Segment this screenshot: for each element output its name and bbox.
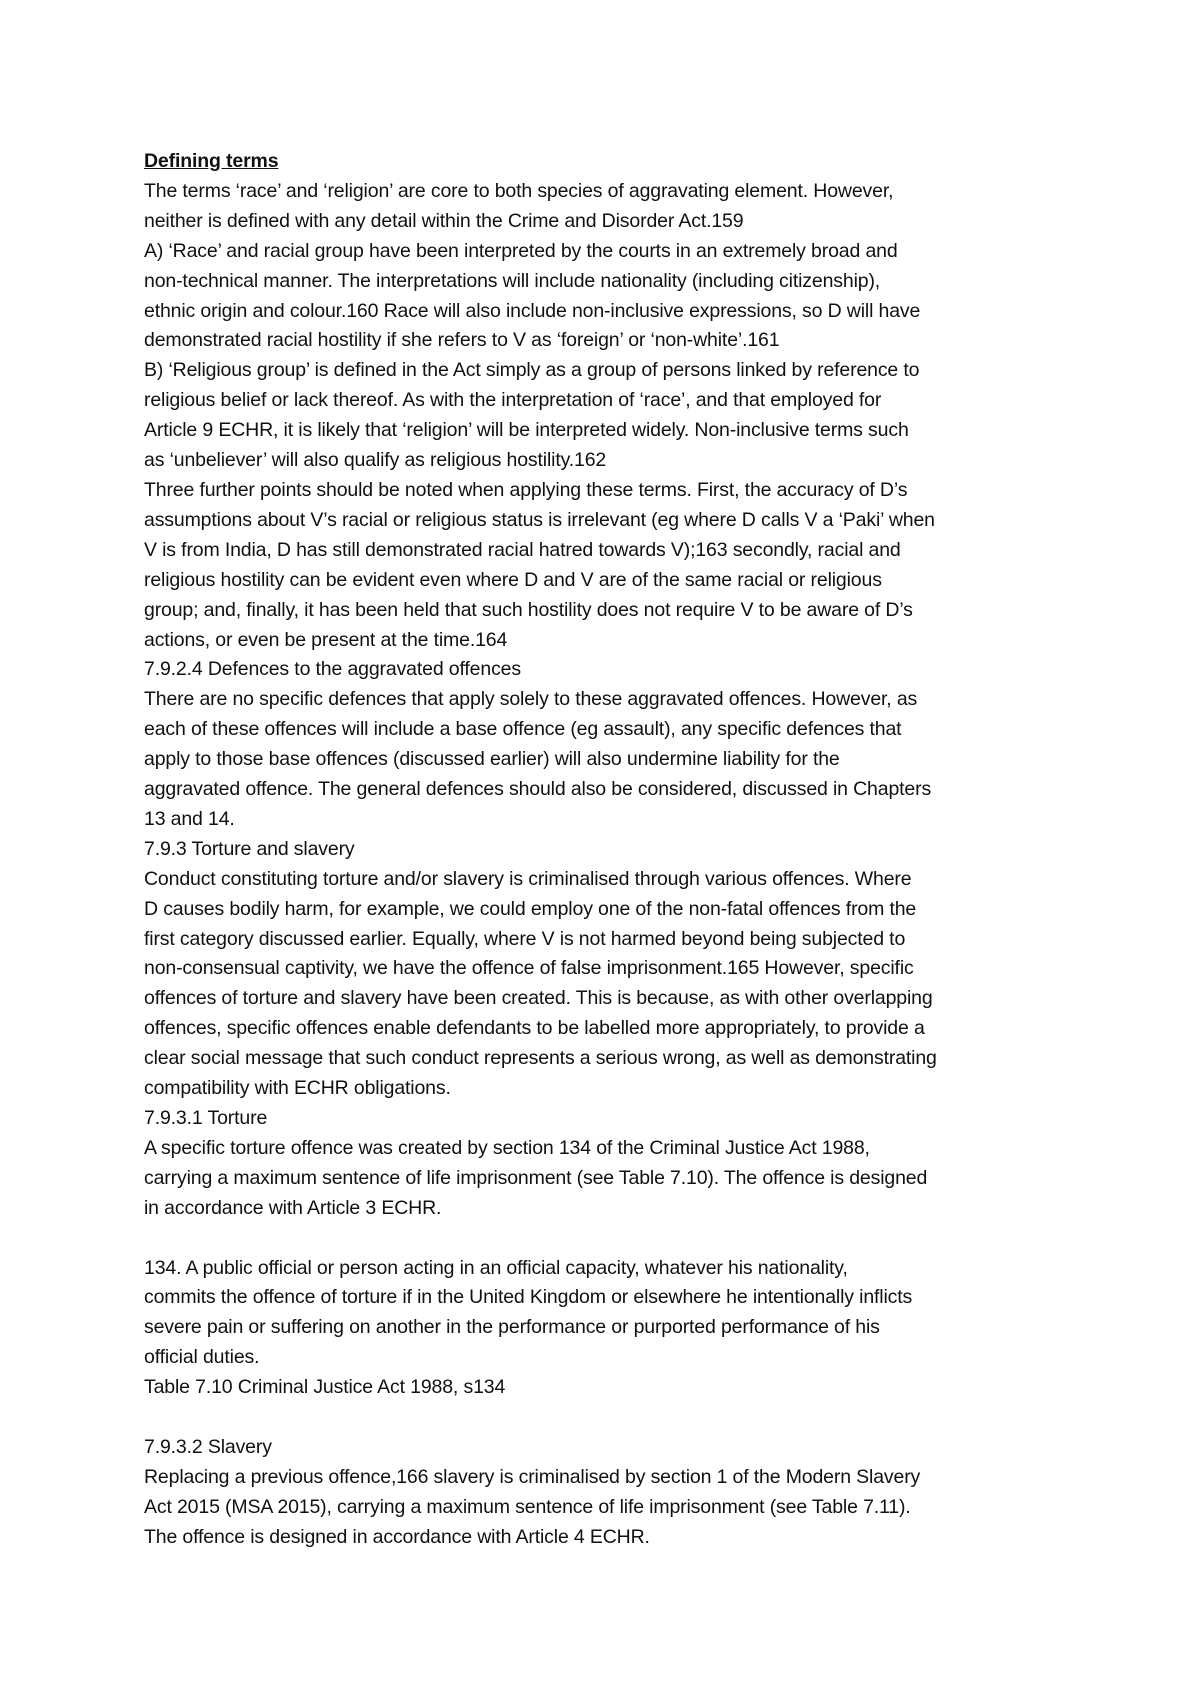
text-line: Article 9 ECHR, it is likely that ‘religion’ will be interpreted widely. Non-inclusive terms such bbox=[144, 419, 909, 442]
text-line: compatibility with ECHR obligations. bbox=[144, 1077, 451, 1100]
text-line: 7.9.3.1 Torture bbox=[144, 1107, 268, 1129]
text-line: religious belief or lack thereof. As with the interpretation of ‘race’, and that employed for bbox=[144, 389, 882, 412]
text-line: The offence is designed in accordance with Article 4 ECHR. bbox=[144, 1525, 650, 1548]
text-line: each of these offences will include a base offence (eg assault), any specific defences that bbox=[144, 718, 902, 741]
text-line: clear social message that such conduct represents a serious wrong, as well as demonstrating bbox=[144, 1047, 937, 1070]
text-line: commits the offence of torture if in the United Kingdom or elsewhere he intentionally inflicts bbox=[144, 1286, 913, 1309]
text-line: severe pain or suffering on another in the performance or purported performance of his bbox=[144, 1316, 880, 1339]
text-line: 7.9.2.4 Defences to the aggravated offences bbox=[144, 658, 521, 681]
text-line: demonstrated racial hostility if she refers to V as ‘foreign’ or ‘non-white’.161 bbox=[144, 329, 780, 352]
text-lines bbox=[144, 177, 1079, 1553]
text-line: assumptions about V’s racial or religious status is irrelevant (eg where D calls V a ‘Paki’ when bbox=[144, 508, 935, 531]
text-line: as ‘unbeliever’ will also qualify as religious hostility.162 bbox=[144, 449, 607, 472]
text-line: non-technical manner. The interpretations will include nationality (including citizenship), bbox=[144, 269, 881, 292]
text-line: aggravated offence. The general defences should also be considered, discussed in Chapters bbox=[144, 778, 932, 801]
text-line: ethnic origin and colour.160 Race will also include non-inclusive expressions, so D will have bbox=[144, 299, 921, 322]
text-line: D causes bodily harm, for example, we could employ one of the non-fatal offences from the bbox=[144, 897, 917, 920]
text-line: 134. A public official or person acting in an official capacity, whatever his nationality, bbox=[144, 1256, 848, 1279]
text-line: Act 2015 (MSA 2015), carrying a maximum sentence of life imprisonment (see Table 7.11). bbox=[144, 1495, 911, 1518]
blank-line bbox=[144, 1403, 1079, 1433]
text-line: Three further points should be noted when applying these terms. First, the accuracy of D’s bbox=[144, 478, 908, 501]
text-line: 13 and 14. bbox=[144, 807, 235, 830]
text-line: V is from India, D has still demonstrated racial hatred towards V);163 secondly, racial and bbox=[144, 538, 901, 561]
text-line: A) ‘Race’ and racial group have been interpreted by the courts in an extremely broad and bbox=[144, 239, 898, 262]
text-line: official duties. bbox=[144, 1346, 260, 1369]
text-line: 7.9.3.2 Slavery bbox=[144, 1435, 272, 1458]
text-line: neither is defined with any detail within the Crime and Disorder Act.159 bbox=[144, 209, 744, 232]
text-line: first category discussed earlier. Equally, where V is not harmed beyond being subjected to bbox=[144, 927, 906, 950]
text-line: in accordance with Article 3 ECHR. bbox=[144, 1196, 442, 1219]
blank-line bbox=[144, 1224, 1079, 1254]
text-line: Conduct constituting torture and/or slavery is criminalised through various offences. Where bbox=[144, 867, 912, 890]
text-line: 7.9.3 Torture and slavery bbox=[144, 837, 355, 860]
text-line: The terms ‘race’ and ‘religion’ are core to both species of aggravating element. However, bbox=[144, 179, 894, 202]
text-line: actions, or even be present at the time.164 bbox=[144, 628, 508, 651]
document-body bbox=[144, 147, 1079, 1553]
section-heading: Defining terms bbox=[144, 150, 279, 172]
text-line: There are no specific defences that apply solely to these aggravated offences. However, as bbox=[144, 688, 918, 711]
text-line: offences of torture and slavery have been created. This is because, as with other overlapping bbox=[144, 987, 933, 1010]
text-line: religious hostility can be evident even where D and V are of the same racial or religious bbox=[144, 568, 882, 591]
text-line: B) ‘Religious group’ is defined in the Act simply as a group of persons linked by reference to bbox=[144, 359, 920, 382]
text-line: apply to those base offences (discussed earlier) will also undermine liability for the bbox=[144, 748, 840, 771]
text-line: A specific torture offence was created by section 134 of the Criminal Justice Act 1988, bbox=[144, 1136, 870, 1159]
text-line: Table 7.10 Criminal Justice Act 1988, s134 bbox=[144, 1376, 506, 1399]
text-line: non-consensual captivity, we have the offence of false imprisonment.165 However, specific bbox=[144, 957, 914, 980]
text-line: Replacing a previous offence,166 slavery is criminalised by section 1 of the Modern Slavery bbox=[144, 1465, 921, 1488]
text-line: carrying a maximum sentence of life imprisonment (see Table 7.10). The offence is designed bbox=[144, 1166, 928, 1189]
text-line: offences, specific offences enable defendants to be labelled more appropriately, to provide a bbox=[144, 1017, 925, 1040]
text-line: group; and, finally, it has been held that such hostility does not require V to be aware of D’s bbox=[144, 598, 913, 621]
